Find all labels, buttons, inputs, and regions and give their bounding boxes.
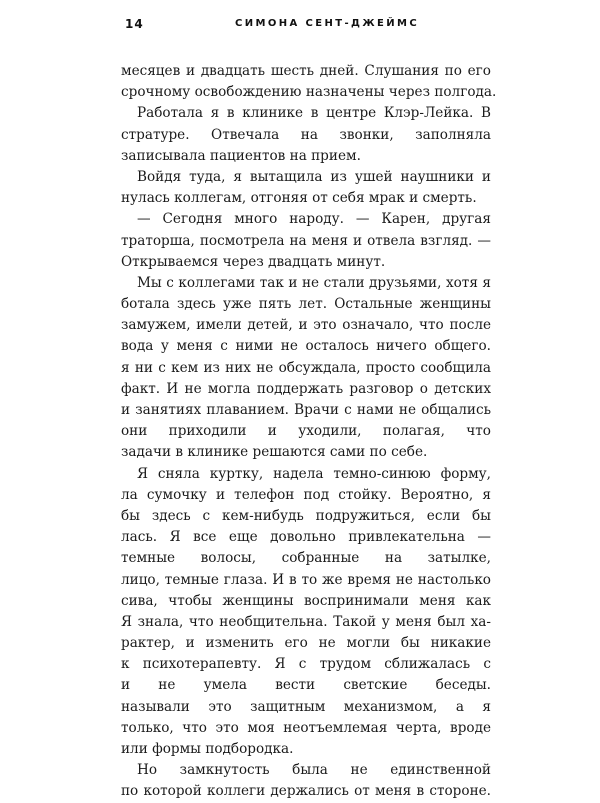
running-head: СИМОНА СЕНТ-ДЖЕЙМС — [235, 18, 420, 29]
text-line: срочному освобождению назначены через полгода. — [121, 84, 497, 101]
text-line: только, что это моя неотъемлемая черта, вроде — [121, 719, 491, 736]
text-line: Я сняла куртку, надела темно-синюю форму, — [137, 465, 491, 482]
text-line: лицо, темные глаза. И в то же время не настолько — [121, 571, 491, 588]
paragraph — [121, 103, 491, 167]
text-line: факт. И не могла поддержать разговор о детских — [121, 380, 491, 397]
text-line: называли это защитным механизмом, а я — [121, 698, 491, 715]
paragraph — [121, 273, 491, 464]
text-line: Войдя туда, я вытащила из ушей наушники и — [137, 168, 491, 185]
text-line: темные волосы, собранные на затылке, — [121, 550, 491, 567]
text-line: ботала здесь уже пять лет. Остальные женщины — [121, 296, 491, 313]
text-line: и занятиях плаванием. Врачи с нами не общались — [121, 402, 491, 418]
text-line: Я знала, что необщительна. Такой у меня был ха- — [121, 613, 491, 630]
body-text — [121, 61, 497, 803]
text-line: Открываемся через двадцать минут. — [121, 253, 386, 270]
paragraph — [121, 464, 491, 761]
text-line: к психотерапевту. Я с трудом сближалась с — [121, 656, 491, 673]
text-line: и не умела вести светские беседы. — [121, 677, 491, 694]
text-line: бы здесь с кем-нибудь подружиться, если бы — [121, 507, 491, 524]
text-line: я ни с кем из них не обсуждала, просто сообщила — [121, 359, 491, 376]
page-header — [0, 17, 600, 33]
text-line: рактер, и изменить его не могли бы никакие — [121, 635, 491, 652]
text-line: лась. Я все еще довольно привлекательна — — [121, 529, 491, 546]
text-line: вода у меня с ними не осталось ничего общего. — [121, 338, 491, 355]
text-line: нулась коллегам, отгоняя от себя мрак и смерть. — [121, 190, 477, 207]
text-line: сива, чтобы женщины воспринимали меня как — [121, 592, 491, 609]
text-line: Работала я в клинике в центре Клэр-Лейка. В — [137, 105, 491, 122]
paragraph — [121, 209, 491, 273]
text-line: траторша, посмотрела на меня и отвела взгляд. — — [121, 232, 491, 249]
paragraph — [121, 61, 497, 103]
text-line: записывала пациентов на прием. — [121, 147, 361, 164]
paragraph — [121, 760, 491, 802]
text-line: Мы с коллегами так и не стали друзьями, хотя я — [137, 274, 491, 291]
text-line: задачи в клинике решаются сами по себе. — [121, 444, 428, 461]
text-line: стратуре. Отвечала на звонки, заполняла — [121, 126, 491, 143]
text-line: месяцев и двадцать шесть дней. Слушания по его — [121, 63, 491, 79]
text-line: или формы подбородка. — [121, 741, 294, 757]
page-number: 14 — [125, 17, 144, 31]
paragraph — [121, 167, 491, 209]
text-line: Но замкнутость была не единственной — [137, 762, 491, 779]
text-line: по которой коллеги держались от меня в стороне. — [121, 783, 491, 800]
text-line: ла сумочку и телефон под стойку. Вероятно, я — [121, 486, 491, 503]
text-line: они приходили и уходили, полагая, что — [121, 423, 491, 440]
text-line: — Сегодня много народу. — Карен, другая — [137, 211, 491, 228]
text-line: замужем, имели детей, и это означало, что после — [121, 317, 491, 334]
